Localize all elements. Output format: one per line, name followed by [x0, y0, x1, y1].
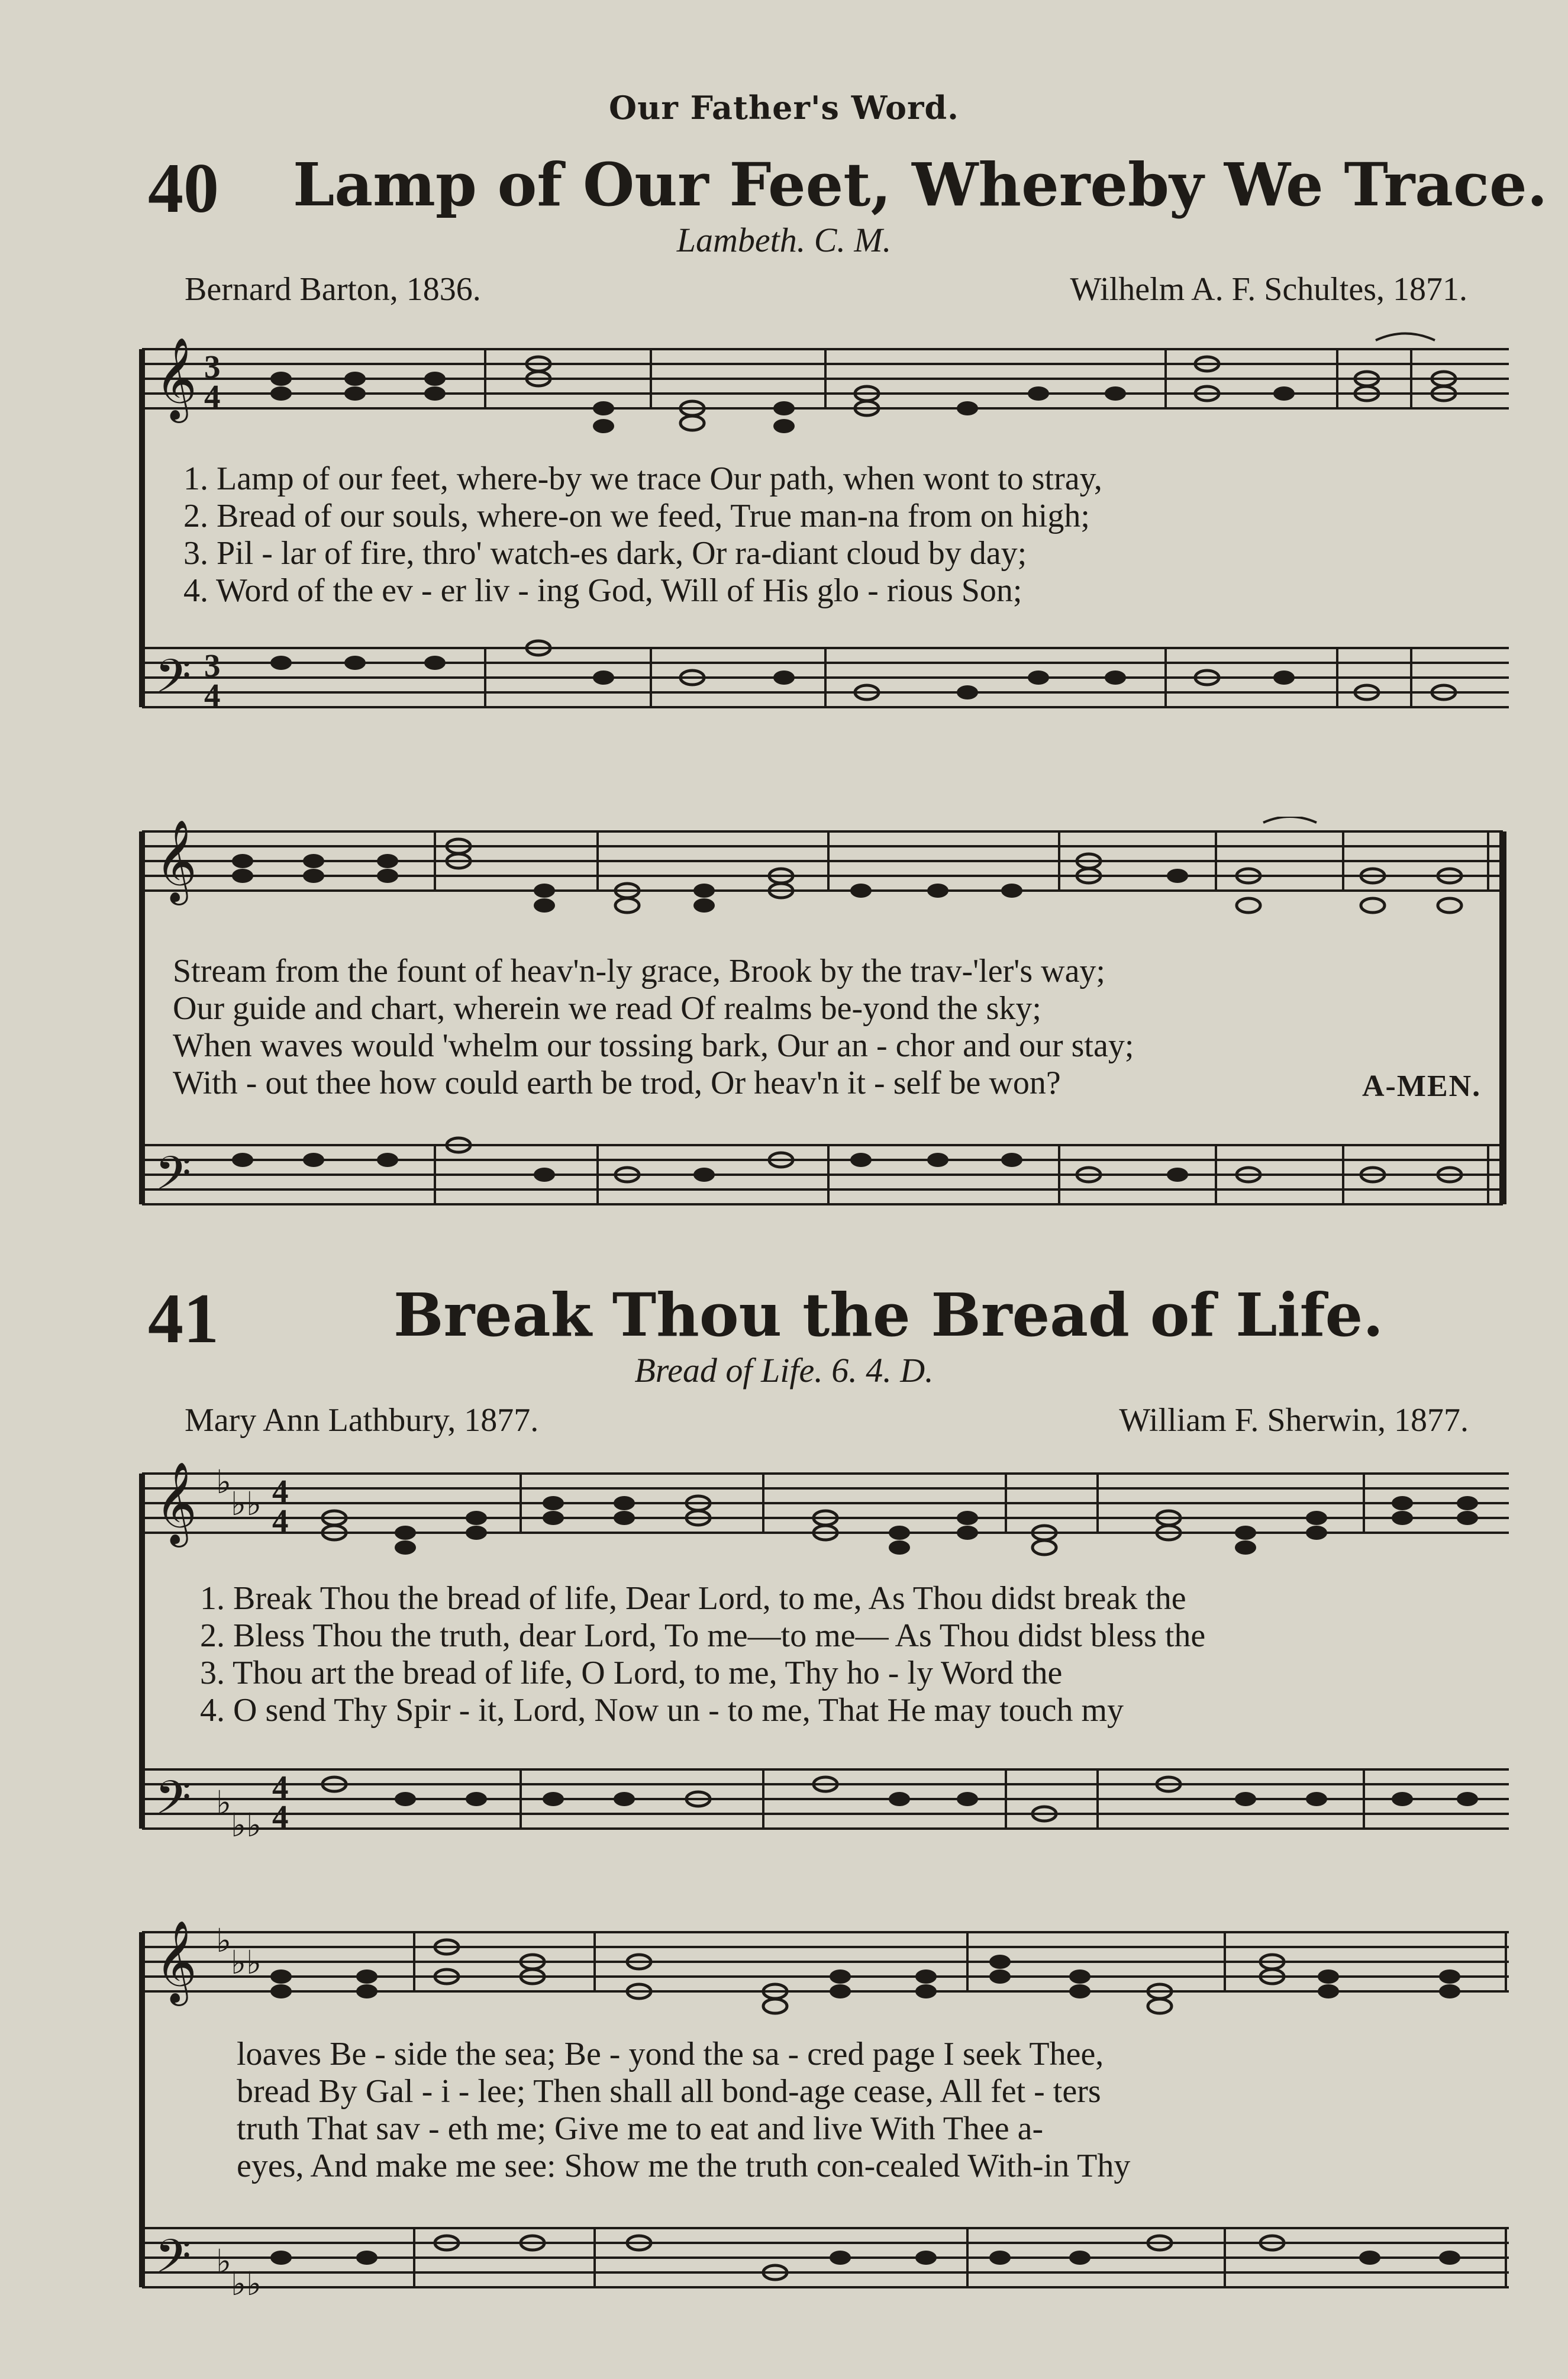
svg-text:♭: ♭	[216, 2242, 231, 2280]
lyric-line: With - out thee how could earth be trod, Or heav'n it - self be won?	[173, 1065, 1061, 1101]
svg-text:♭♭: ♭♭	[231, 1806, 262, 1844]
svg-text:3: 3	[204, 349, 221, 385]
svg-text:𝄞: 𝄞	[155, 1462, 197, 1544]
verse-lyrics	[200, 1580, 1205, 1729]
lyric-line: 4. O send Thy Spir - it, Lord, Now un - to me, That He may touch my	[200, 1692, 1124, 1729]
lyric-line: loaves Be - side the sea; Be - yond the sa - cred page I seek Thee,	[237, 2036, 1104, 2072]
tune-name: Lambeth. C. M.	[676, 221, 892, 259]
svg-text:♭♭: ♭♭	[231, 1943, 262, 1981]
svg-text:♭: ♭	[216, 1784, 231, 1822]
svg-text:4: 4	[204, 677, 221, 713]
svg-text:4: 4	[272, 1798, 289, 1835]
lyric-line: bread By Gal - i - lee; Then shall all bond-age cease, All fet - ters	[237, 2073, 1101, 2110]
lyric-line: 3. Thou art the bread of life, O Lord, to me, Thy ho - ly Word the	[200, 1655, 1063, 1691]
svg-text:𝄢: 𝄢	[155, 2230, 192, 2295]
lyric-line: 4. Word of the ev - er liv - ing God, Will of His glo - rious Son;	[183, 572, 1022, 609]
svg-text:3: 3	[204, 647, 221, 684]
svg-text:4: 4	[272, 1769, 289, 1805]
svg-text:4: 4	[204, 378, 221, 414]
svg-text:4: 4	[272, 1473, 289, 1509]
lyric-line: When waves would 'whelm our tossing bark, Our an - chor and our stay;	[173, 1027, 1134, 1064]
svg-text:𝄞: 𝄞	[155, 820, 197, 902]
svg-text:𝄢: 𝄢	[155, 650, 192, 715]
amen-label: A-MEN.	[1362, 1069, 1482, 1103]
composer-credit: Wilhelm A. F. Schultes, 1871.	[1070, 271, 1467, 308]
lyric-line: 3. Pil - lar of fire, thro' watch-es dark, Or ra-diant cloud by day;	[183, 535, 1027, 572]
lyric-line: 2. Bless Thou the truth, dear Lord, To me—to me— As Thou didst bless the	[200, 1617, 1206, 1654]
svg-text:𝄞: 𝄞	[155, 337, 197, 420]
lyric-line: eyes, And make me see: Show me the truth con-cealed With-in Thy	[237, 2148, 1131, 2184]
svg-text:♭: ♭	[216, 1922, 231, 1959]
lyric-line: 1. Lamp of our feet, where-by we trace Our path, when wont to stray,	[183, 460, 1102, 497]
svg-text:♭: ♭	[216, 1463, 231, 1501]
verse-lyrics	[237, 2036, 1130, 2185]
lyric-line: Our guide and chart, wherein we read Of realms be-yond the sky;	[173, 990, 1041, 1027]
svg-text:♭♭: ♭♭	[231, 1485, 262, 1523]
hymn-number: 40	[148, 149, 219, 227]
lyric-line: Stream from the fount of heav'n-ly grace, Brook by the trav-'ler's way;	[173, 953, 1105, 989]
svg-text:𝄞: 𝄞	[155, 1920, 197, 2003]
running-head: Our Father's Word.	[609, 89, 959, 127]
tune-name: Bread of Life. 6. 4. D.	[634, 1351, 934, 1390]
svg-text:4: 4	[272, 1503, 289, 1539]
lyric-line: truth That sav - eth me; Give me to eat and live With Thee a-	[237, 2110, 1044, 2147]
hymn-number: 41	[148, 1279, 219, 1358]
svg-text:𝄢: 𝄢	[155, 1147, 192, 1212]
lyric-line: 1. Break Thou the bread of life, Dear Lord, to me, As Thou didst break the	[200, 1580, 1186, 1617]
composer-credit: William F. Sherwin, 1877.	[1119, 1402, 1469, 1439]
verse-lyrics	[173, 953, 1134, 1102]
author-credit: Mary Ann Lathbury, 1877.	[185, 1402, 539, 1439]
hymn-title: Break Thou the Bread of Life.	[393, 1280, 1384, 1350]
verse-lyrics	[183, 460, 1102, 610]
svg-text:𝄢: 𝄢	[155, 1771, 192, 1836]
author-credit: Bernard Barton, 1836.	[185, 271, 481, 308]
svg-text:♭♭: ♭♭	[231, 2265, 262, 2303]
lyric-line: 2. Bread of our souls, where-on we feed, True man-na from on high;	[183, 498, 1090, 534]
hymn-title: Lamp of Our Feet, Whereby We Trace.	[293, 150, 1548, 220]
